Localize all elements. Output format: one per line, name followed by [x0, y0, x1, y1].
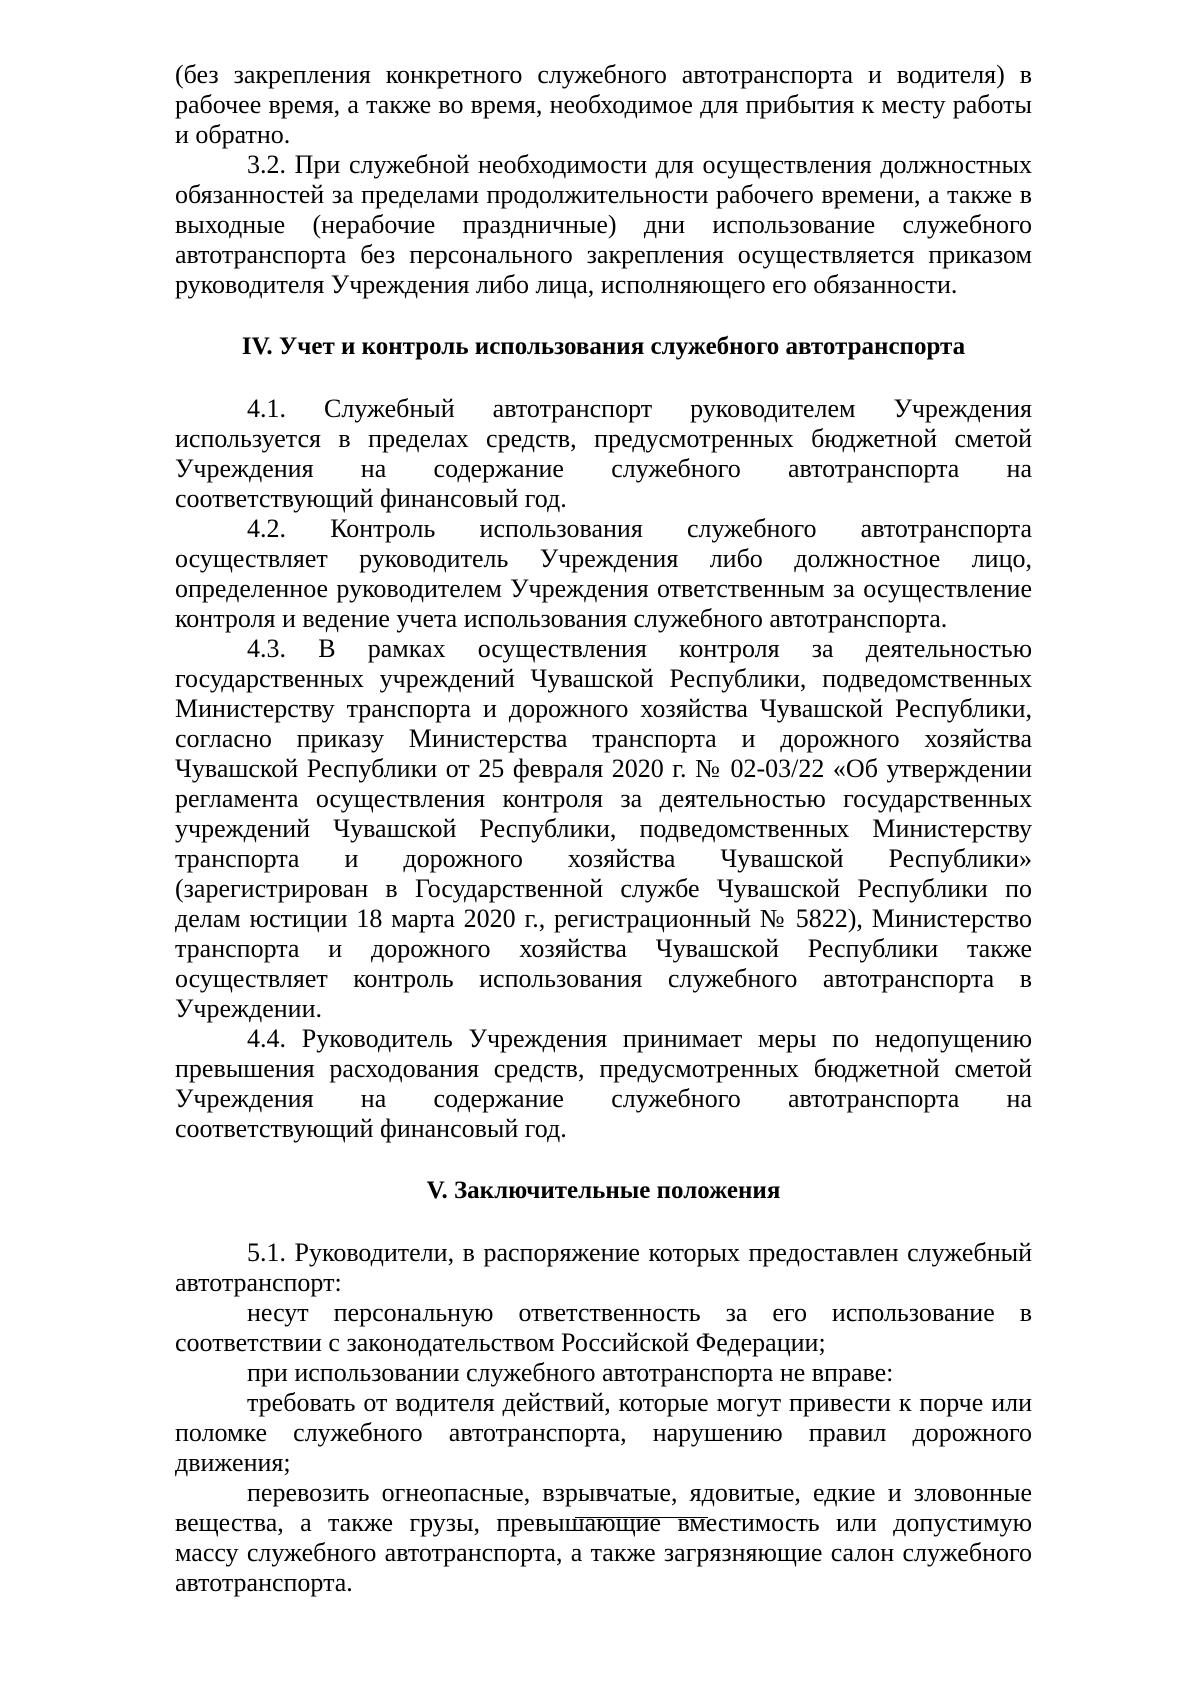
paragraph-4-1: 4.1. Служебный автотранспорт руководителем Учреждения используется в пределах средств, предусмотренных бюджетной сметой Учреждения на содержание служебного автотранспорта на соответствующий финансовый год. — [175, 394, 1032, 513]
paragraph-5-1: 5.1. Руководители, в распоряжение которых предоставлен служебный автотранспорт: — [175, 1238, 1032, 1297]
paragraph-3-2: 3.2. При служебной необходимости для осуществления должностных обязанностей за пределами продолжительности рабочего времени, а также в выходные (нерабочие праздничные) дни использование служебного автотранспорта без персонального закрепления осуществляется приказом руководителя Учреждения либо лица, исполняющего его обязанности. — [175, 150, 1032, 299]
paragraph-4-2: 4.2. Контроль использования служебного автотранспорта осуществляет руководитель Учреждения либо должностное лицо, определенное руководителем Учреждения ответственным за осуществление контроля и ведение учета использования служебного автотранспорта. — [175, 514, 1032, 633]
paragraph-5-1-liability: несут персональную ответственность за его использование в соответствии с законодательством Российской Федерации; — [175, 1298, 1032, 1357]
paragraph-intro-continuation: (без закрепления конкретного служебного автотранспорта и водителя) в рабочее время, а также во время, необходимое для прибытия к месту работы и обратно. — [175, 60, 1032, 149]
paragraph-5-1-hazardous-cargo: перевозить огнеопасные, взрывчатые, ядовитые, едкие и зловонные вещества, а также грузы, превышающие вместимость или допустимую массу служебного автотранспорта, а также загрязняющие салон служебного автотранспорта. — [175, 1478, 1032, 1597]
paragraph-4-3: 4.3. В рамках осуществления контроля за деятельностью государственных учреждений Чувашской Республики, подведомственных Министерству транспорта и дорожного хозяйства Чувашской Республики, согласно приказу Министерства транспорта и дорожного хозяйства Чувашской Республики от 25 февраля 2020 г. № 02-03/22 «Об утверждении регламента осуществления контроля за деятельностью государственных учреждений Чувашской Республики, подведомственных Министерству транспорта и дорожного хозяйства Чувашской Республики» (зарегистрирован в Государственной службе Чувашской Республики по делам юстиции 18 марта 2020 г., регистрационный № 5822), Министерство транспорта и дорожного хозяйства Чувашской Республики также осуществляет контроль использования служебного автотранспорта в Учреждении. — [175, 634, 1032, 1023]
document-body — [175, 0, 1032, 1598]
paragraph-4-4: 4.4. Руководитель Учреждения принимает меры по недопущению превышения расходования средств, предусмотренных бюджетной сметой Учреждения на содержание служебного автотранспорта на соответствующий финансовый год. — [175, 1024, 1032, 1143]
end-of-document-rule — [575, 1517, 708, 1518]
paragraph-5-1-prohibitions: при использовании служебного автотранспорта не вправе: — [247, 1358, 894, 1387]
paragraph-5-1-driver-demands: требовать от водителя действий, которые могут привести к порче или поломке служебного автотранспорта, нарушению правил дорожного движения; — [175, 1388, 1032, 1477]
section-5-heading: V. Заключительные положения — [426, 1177, 781, 1204]
section-4-heading: IV. Учет и контроль использования служебного автотранспорта — [241, 333, 966, 360]
